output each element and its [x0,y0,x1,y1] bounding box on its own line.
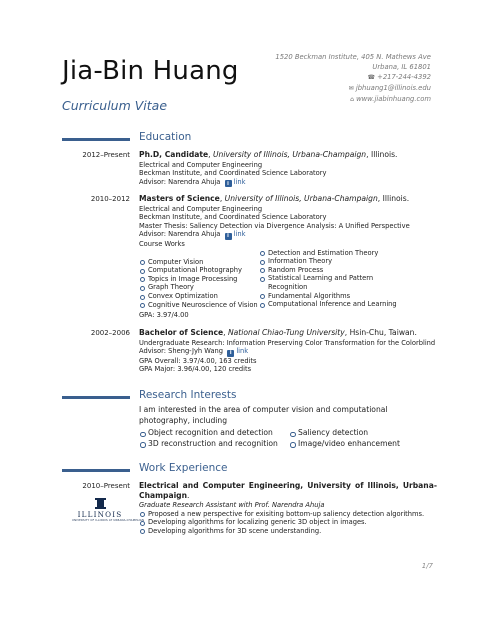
ms-institute: Beckman Institute, and Coordinated Science Laboratory [139,213,327,222]
phd-advisor: Advisor: Narendra Ahuja [139,177,221,186]
ms-advisor: Advisor: Narendra Ahuja [139,230,221,239]
section-title: Education [139,131,192,143]
bs-place: , Hsin-Chu, Taiwan. [344,328,417,337]
info-icon: i [225,180,232,187]
illinois-block-i-icon [97,498,104,509]
work-date: 2010–Present [82,482,130,490]
list-item: Convex Optimization [139,292,259,301]
envelope-icon: ✉ [348,85,354,92]
list-item: Computational Photography [139,266,259,275]
ms-degree: Masters of Science [139,194,220,203]
list-item: Statistical Learning and Pattern Recognition [259,274,386,291]
section-title: Work Experience [139,462,228,474]
phone-line [275,72,431,83]
website-line[interactable] [275,94,431,105]
list-item: Fundamental Algorithms [259,292,437,301]
bs-advisor-link[interactable]: link [236,347,249,356]
phd-entry: Ph.D, Candidate, University of Illinois, Urbana-Champaign, Illinois. Electrical and Computer Engineering Beckman Institute, and Coordinated Science Laboratory Advisor: Narendra Ahuja i link [139,150,437,187]
globe-icon: ⌂ [350,96,354,103]
list-item: 3D reconstruction and recognition [139,439,289,450]
bs-advisor: Advisor: Sheng-Jyh Wang [139,347,224,356]
list-item: Developing algorithms for 3D scene understanding. [139,527,437,536]
research-list [139,428,437,449]
list-item: Developing algorithms for localizing generic 3D object in images. [139,518,437,527]
phd-institute: Beckman Institute, and Coordinated Science Laboratory [139,169,327,178]
email-link[interactable]: jbhuang1@illinois.edu [355,84,431,92]
info-icon: i [227,350,234,357]
address-line-2: Urbana, IL 61801 [372,63,431,71]
research-list-right [289,428,437,449]
phd-dept: Electrical and Computer Engineering [139,160,263,169]
section-education [62,131,434,145]
cv-subtitle: Curriculum Vitae [62,98,168,113]
section-title: Research Interests [139,389,237,401]
research-intro: I am interested in the area of computer vision and computational photography, including [139,405,388,425]
cv-name: Jia-Bin Huang [62,56,239,86]
list-item: Information Theory [259,257,437,266]
list-item: Cognitive Neuroscience of Vision [139,301,259,310]
email-line[interactable] [275,83,431,94]
list-item: Object recognition and detection [139,428,289,439]
ms-dept: Electrical and Computer Engineering [139,204,263,213]
ms-date: 2010–2012 [90,195,130,203]
bs-school: National Chiao-Tung University [227,328,345,337]
course-list [139,249,437,310]
phone-icon: ☎ [367,74,375,81]
section-research [62,389,434,403]
ms-entry: Masters of Science, University of Illinois, Urbana-Champaign, Illinois. Electrical and Computer Engineering Beckman Institute, and Coordinated Science Laboratory Master Thesis: Saliency Detection via Divergence Analysis: A Unified Perspective Advisor: Narendra Ahuja i link Course Works Computer Vision Computational Photography Topics in Image Processing Graph Theory Convex Optimization Cognitive Neuroscience of Vision Detection and Estimation Theory Information Theory Random Process Statistical Learning and Pattern Recognition Fundamental Algorithms Computational Inference and Learning GPA: 3.97/4.00 [139,194,437,320]
list-item: Topics in Image Processing [139,275,259,284]
list-item: Saliency detection [289,428,437,439]
list-item: Image/video enhancement [289,439,437,450]
work-entry: Electrical and Computer Engineering, University of Illinois, Urbana-Champaign. Graduate Research Assistant with Prof. Narendra Ahuja Proposed a new perspective for exisiting bottom-up saliency detection algorithms. Developing algorithms for localizing generic 3D object in images. Developing algorithms for 3D scene understanding. [139,481,437,535]
illinois-logo [72,498,145,522]
website-link[interactable]: www.jiabinhuang.com [356,95,431,103]
list-item: Computer Vision [139,258,259,267]
course-list-right [259,249,437,310]
phd-date: 2012–Present [82,151,130,159]
bs-gpa-overall: GPA Overall: 3.97/4.00, 163 credits [139,356,257,365]
list-item: Detection and Estimation Theory [259,249,437,258]
phd-degree: Ph.D, Candidate [139,150,209,159]
work-role: Graduate Research Assistant with Prof. Narendra Ahuja [139,501,325,509]
phd-place: , Illinois. [366,150,398,159]
list-item: Computational Inference and Learning [259,300,437,309]
list-item: Graph Theory [139,283,259,292]
phd-advisor-link[interactable]: link [233,177,246,186]
logo-wordmark: ILLINOIS [77,510,123,519]
work-list [139,510,437,536]
section-bar [62,469,130,472]
research-list-left [139,428,289,449]
info-icon: i [225,233,232,240]
course-works-label: Course Works [139,240,185,249]
course-list-left [139,249,259,310]
ms-advisor-link[interactable]: link [233,230,246,239]
bs-degree: Bachelor of Science [139,328,224,337]
list-item: Proposed a new perspective for exisiting bottom-up saliency detection algorithms. [139,510,437,519]
contact-block [275,52,431,105]
ms-school: University of Illinois, Urbana-Champaign [224,194,378,203]
section-bar [62,138,130,141]
section-bar [62,396,130,399]
phd-school: University of Illinois, Urbana-Champaign [213,150,367,159]
ms-thesis: Master Thesis: Saliency Detection via Divergence Analysis: A Unified Perspective [139,221,410,230]
phone-number: +217-244-4392 [377,73,431,81]
ms-gpa: GPA: 3.97/4.00 [139,311,189,320]
work-title: Electrical and Computer Engineering, University of Illinois, Urbana-Champaign [139,481,437,500]
section-work [62,462,434,476]
list-item: Random Process [259,266,437,275]
page-number: 1/7 [421,562,433,570]
address-line-1: 1520 Beckman Institute, 405 N. Mathews Ave [275,53,431,61]
bs-date: 2002–2006 [90,329,130,337]
bs-research: Undergraduate Research: Information Preserving Color Transformation for the Colorblind [139,338,436,347]
research-entry [139,405,437,449]
bs-gpa-major: GPA Major: 3.96/4.00, 120 credits [139,365,252,374]
logo-subtext: UNIVERSITY OF ILLINOIS AT URBANA-CHAMPAIGN [72,519,145,522]
bs-entry: Bachelor of Science, National Chiao-Tung University, Hsin-Chu, Taiwan. Undergraduate Research: Information Preserving Color Transformation for the Colorblind Advisor: Sheng-Jyh Wang i link GPA Overall: 3.97/4.00, 163 credits GPA Major: 3.96/4.00, 120 credits [139,328,436,374]
ms-place: , Illinois. [377,194,410,203]
